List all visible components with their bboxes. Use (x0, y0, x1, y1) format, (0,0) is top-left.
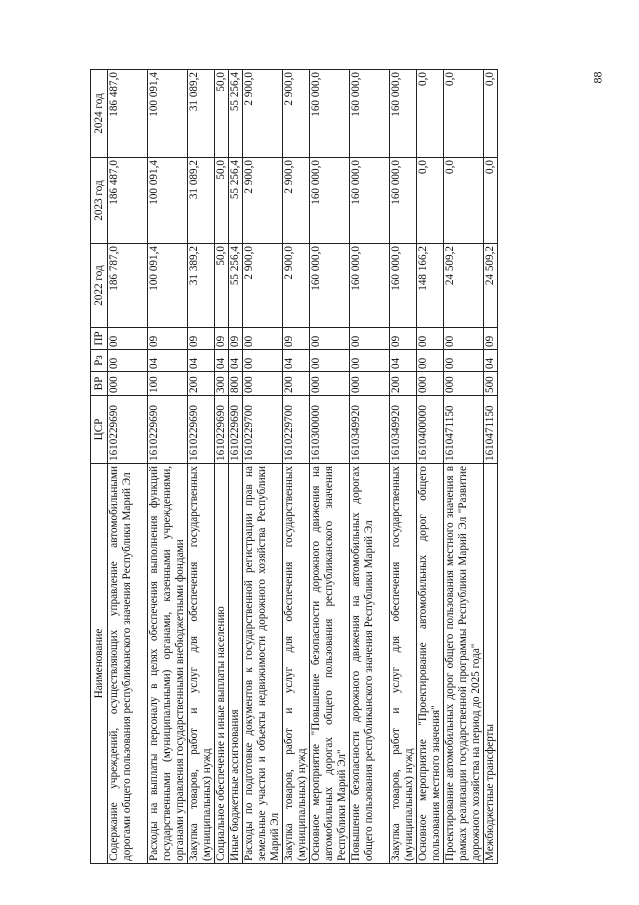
row-vr: 100 (148, 372, 188, 396)
header-name: Наименование (91, 464, 108, 864)
row-pr: 00 (108, 328, 148, 350)
row-2024: 186 487,0 (108, 70, 148, 158)
row-pr: 09 (283, 328, 310, 350)
row-pr: 00 (417, 328, 444, 350)
budget-table (90, 69, 498, 864)
row-2024: 0,0 (444, 70, 484, 158)
row-vr: 300 (215, 372, 229, 396)
header-2024: 2024 год (91, 70, 108, 158)
row-2022: 148 166,2 (417, 244, 444, 328)
row-csr: 1610229690 (229, 396, 243, 464)
row-vr: 000 (243, 372, 283, 396)
row-name: Закупка товаров, работ и услуг для обеспечения государственных (муниципальных) нужд (390, 464, 417, 864)
table-row (390, 70, 417, 864)
row-2024: 50,0 (215, 70, 229, 158)
table-header-row (91, 70, 108, 864)
table-row (229, 70, 243, 864)
row-csr: 1610349920 (390, 396, 417, 464)
table-row (148, 70, 188, 864)
rotated-page-content (90, 70, 540, 864)
row-name: Проектирование автомобильных дорог общего пользования местного значения в рамках реализации государственной программы Республики Марий Эл "Развитие дорожного хозяйства на период до 2025 года" (444, 464, 484, 864)
row-2024: 100 091,4 (148, 70, 188, 158)
row-vr: 800 (229, 372, 243, 396)
row-rz: 00 (108, 350, 148, 372)
row-pr: 00 (243, 328, 283, 350)
row-2023: 31 089,2 (188, 158, 215, 244)
row-pr: 09 (484, 328, 498, 350)
row-vr: 500 (484, 372, 498, 396)
row-2022: 50,0 (215, 244, 229, 328)
row-2023: 50,0 (215, 158, 229, 244)
row-2023: 0,0 (417, 158, 444, 244)
row-name: Иные бюджетные ассигнования (229, 464, 243, 864)
table-row (350, 70, 390, 864)
header-pr: ПР (91, 328, 108, 350)
row-2022: 160 000,0 (310, 244, 350, 328)
page-number: 88 (590, 71, 605, 84)
row-name: Социальное обеспечение и иные выплаты населению (215, 464, 229, 864)
header-rz: Рз (91, 350, 108, 372)
row-name: Основное мероприятие "Проектирование автомобильных дорог общего пользования местного значения" (417, 464, 444, 864)
row-2022: 160 000,0 (350, 244, 390, 328)
row-pr: 00 (350, 328, 390, 350)
row-2023: 2 900,0 (243, 158, 283, 244)
row-vr: 000 (444, 372, 484, 396)
row-2024: 160 000,0 (310, 70, 350, 158)
row-rz: 04 (188, 350, 215, 372)
row-pr: 09 (188, 328, 215, 350)
row-rz: 04 (484, 350, 498, 372)
table-row (310, 70, 350, 864)
row-name: Расходы на выплаты персоналу в целях обеспечения выполнения функций государственными (муниципальными) органами, казенными учреждениями, органами управления государственными внебюджетными фондами (148, 464, 188, 864)
row-name: Основное мероприятие "Повышение безопасности дорожного движения на автомобильных дорогах общего пользования республиканского значения Республики Марий Эл" (310, 464, 350, 864)
row-2024: 0,0 (417, 70, 444, 158)
table-row (484, 70, 498, 864)
row-2023: 160 000,0 (350, 158, 390, 244)
row-csr: 1610400000 (417, 396, 444, 464)
row-2022: 186 787,0 (108, 244, 148, 328)
row-2022: 2 900,0 (243, 244, 283, 328)
row-pr: 09 (229, 328, 243, 350)
row-2023: 0,0 (444, 158, 484, 244)
row-csr: 1610229690 (108, 396, 148, 464)
row-2024: 160 000,0 (390, 70, 417, 158)
row-pr: 00 (444, 328, 484, 350)
row-csr: 1610229690 (188, 396, 215, 464)
row-csr: 1610229690 (215, 396, 229, 464)
row-2023: 0,0 (484, 158, 498, 244)
table-row (243, 70, 283, 864)
row-vr: 000 (350, 372, 390, 396)
row-pr: 09 (215, 328, 229, 350)
row-2024: 0,0 (484, 70, 498, 158)
row-2022: 160 000,0 (390, 244, 417, 328)
row-vr: 200 (390, 372, 417, 396)
row-pr: 00 (310, 328, 350, 350)
header-vr: ВР (91, 372, 108, 396)
row-vr: 200 (283, 372, 310, 396)
row-csr: 1610471150 (444, 396, 484, 464)
row-2022: 24 509,2 (444, 244, 484, 328)
row-csr: 1610471150 (484, 396, 498, 464)
row-2022: 100 091,4 (148, 244, 188, 328)
row-rz: 00 (310, 350, 350, 372)
row-name: Закупка товаров, работ и услуг для обеспечения государственных (муниципальных) нужд (283, 464, 310, 864)
row-2024: 31 089,2 (188, 70, 215, 158)
row-name: Закупка товаров, работ и услуг для обеспечения государственных (муниципальных) нужд (188, 464, 215, 864)
row-csr: 1610229700 (283, 396, 310, 464)
row-rz: 04 (283, 350, 310, 372)
row-name: Расходы по подготовке документов к государственной регистрации прав на земельные участки и объекты недвижимости дорожного хозяйства Республики Марий Эл (243, 464, 283, 864)
header-2023: 2023 год (91, 158, 108, 244)
row-csr: 1610229700 (243, 396, 283, 464)
row-2022: 31 389,2 (188, 244, 215, 328)
row-name: Повышение безопасности дорожного движения на автомобильных дорогах общего пользования республиканского значения Республики Марий Эл (350, 464, 390, 864)
row-2022: 55 256,4 (229, 244, 243, 328)
row-rz: 00 (417, 350, 444, 372)
row-vr: 000 (310, 372, 350, 396)
table-row (188, 70, 215, 864)
row-vr: 000 (108, 372, 148, 396)
row-rz: 00 (243, 350, 283, 372)
row-csr: 1610300000 (310, 396, 350, 464)
row-rz: 04 (148, 350, 188, 372)
row-2024: 2 900,0 (283, 70, 310, 158)
row-rz: 04 (390, 350, 417, 372)
row-2024: 160 000,0 (350, 70, 390, 158)
table-row (283, 70, 310, 864)
row-2022: 2 900,0 (283, 244, 310, 328)
row-2023: 55 256,4 (229, 158, 243, 244)
row-vr: 200 (188, 372, 215, 396)
row-2023: 186 487,0 (108, 158, 148, 244)
row-2023: 160 000,0 (390, 158, 417, 244)
row-csr: 1610349920 (350, 396, 390, 464)
row-2024: 2 900,0 (243, 70, 283, 158)
header-2022: 2022 год (91, 244, 108, 328)
row-2023: 160 000,0 (310, 158, 350, 244)
row-rz: 04 (229, 350, 243, 372)
row-rz: 00 (350, 350, 390, 372)
table-row (417, 70, 444, 864)
row-2023: 100 091,4 (148, 158, 188, 244)
row-pr: 09 (148, 328, 188, 350)
row-2024: 55 256,4 (229, 70, 243, 158)
row-name: Содержание учреждений, осуществляющих управление автомобильными дорогами общего пользования республиканского значения Республики Марий Эл (108, 464, 148, 864)
row-pr: 09 (390, 328, 417, 350)
header-csr: ЦСР (91, 396, 108, 464)
row-rz: 04 (215, 350, 229, 372)
row-2022: 24 509,2 (484, 244, 498, 328)
table-row (444, 70, 484, 864)
row-csr: 1610229690 (148, 396, 188, 464)
table-row (108, 70, 148, 864)
row-rz: 00 (444, 350, 484, 372)
row-vr: 000 (417, 372, 444, 396)
row-2023: 2 900,0 (283, 158, 310, 244)
row-name: Межбюджетные трансферты (484, 464, 498, 864)
table-row (215, 70, 229, 864)
